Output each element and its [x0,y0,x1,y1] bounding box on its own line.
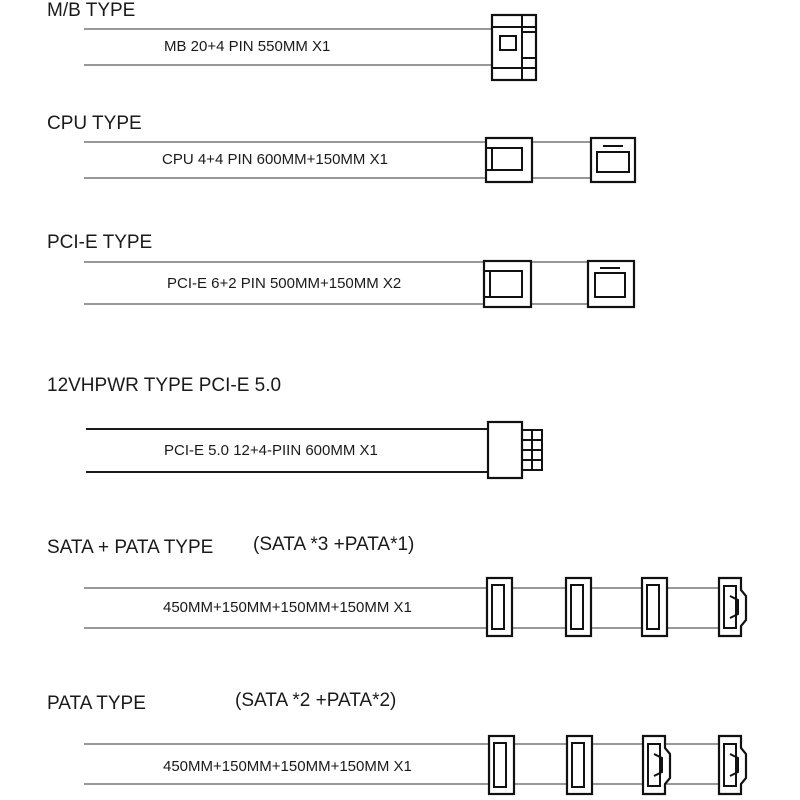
mb-24pin-connector-icon [492,15,536,80]
section-title-12vhpwr: 12VHPWR TYPE PCI-E 5.0 [47,375,282,396]
section-title-pata: PATA TYPE [47,693,146,714]
cable-label-pcie: PCI-E 6+2 PIN 500MM+150MM X2 [167,275,402,292]
sata-connector-3-icon [642,578,667,636]
section-subtitle-pata: (SATA *2 +PATA*2) [235,690,397,711]
sata-connector-4-icon [489,736,514,794]
pcie-connector-2-icon [588,261,634,307]
sata-connector-5-icon [567,736,592,794]
cpu-connector-icon [486,138,532,182]
pata-connector-2-icon [643,736,670,794]
cable-label-sata-pata: 450MM+150MM+150MM+150MM X1 [163,599,412,616]
cpu-connector-2-icon [591,138,635,182]
pata-connector-3-icon [719,736,746,794]
section-title-cpu: CPU TYPE [47,113,142,134]
section-subtitle-sata-pata: (SATA *3 +PATA*1) [253,534,415,555]
cable-label-12vhpwr: PCI-E 5.0 12+4-PIIN 600MM X1 [164,442,378,459]
cable-label-pata: 450MM+150MM+150MM+150MM X1 [163,758,412,775]
section-title-sata-pata: SATA + PATA TYPE [47,537,214,558]
pata-connector-1-icon [719,578,746,636]
cable-label-mb: MB 20+4 PIN 550MM X1 [164,38,331,55]
pcie-connector-icon [484,261,531,307]
sata-connector-1-icon [487,578,512,636]
sata-connector-2-icon [566,578,591,636]
section-title-pcie: PCI-E TYPE [47,232,153,253]
12vhpwr-connector-icon [488,422,542,478]
cable-label-cpu: CPU 4+4 PIN 600MM+150MM X1 [162,151,388,168]
section-title-mb: M/B TYPE [47,0,136,21]
